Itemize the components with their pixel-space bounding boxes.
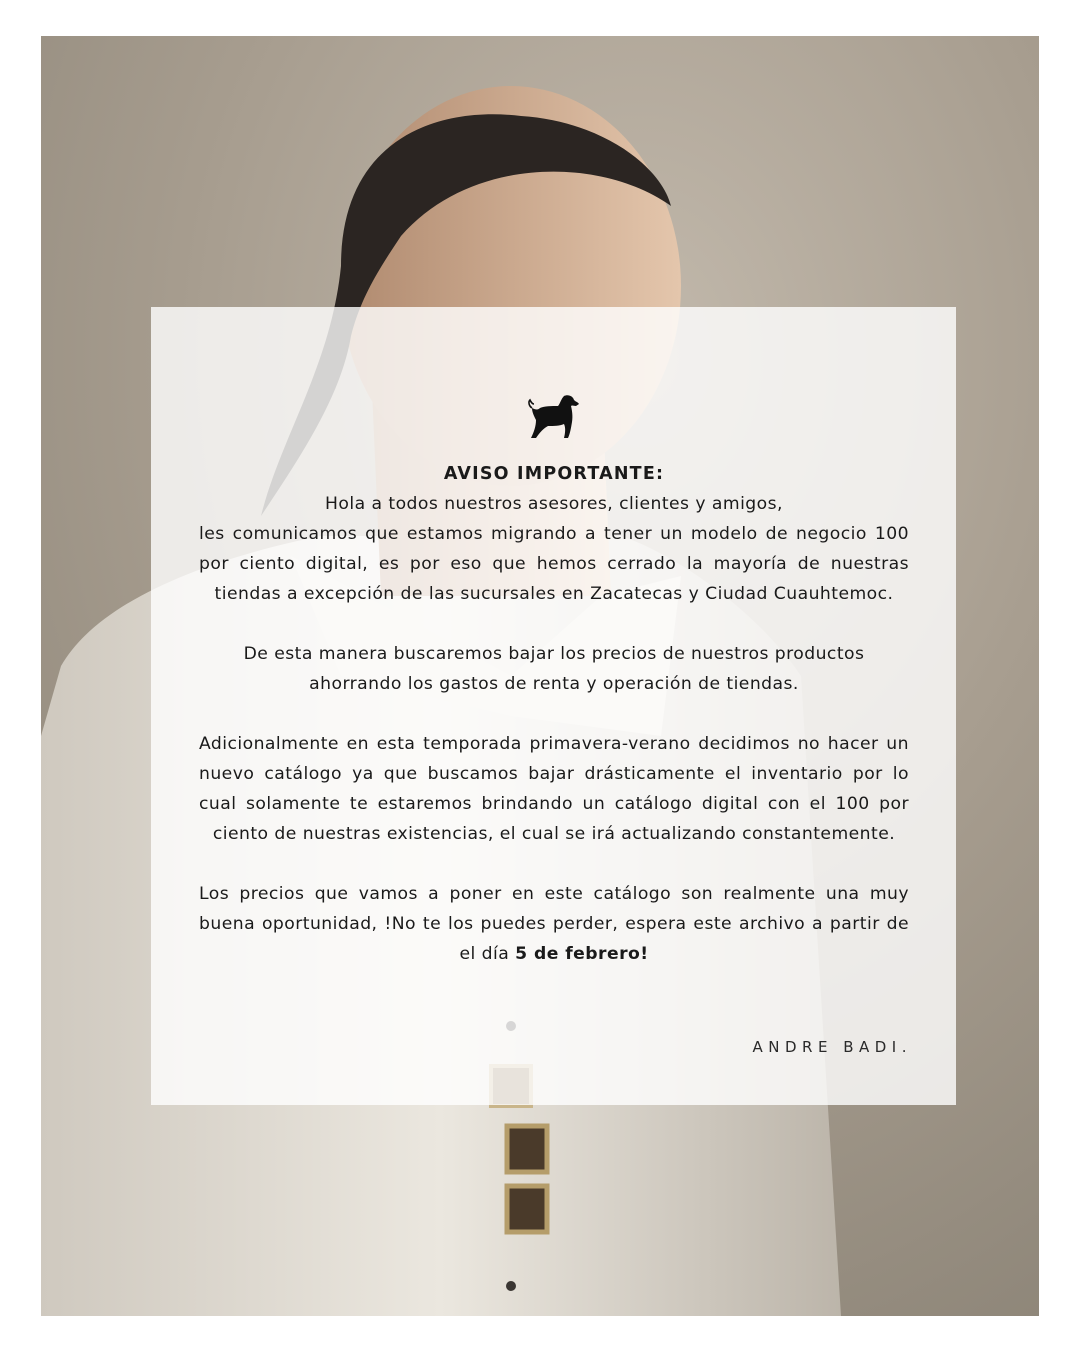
notice-content — [199, 459, 909, 969]
notice-panel — [151, 307, 956, 1105]
notice-paragraph-3: Adicionalmente en esta temporada primavera-verano decidimos no hacer un nuevo catálogo ya que buscamos bajar drásticamente el inventario por lo cual solamente te estaremos brindando un catálogo digital con el 100 por ciento de nuestras existencias, el cual se irá actualizando constantemente. — [199, 734, 909, 844]
notice-date: 5 de febrero! — [515, 944, 649, 964]
brand-logo: ANDRE BADI. — [752, 1038, 912, 1056]
notice-paragraph-1: les comunicamos que estamos migrando a tener un modelo de negocio 100 por ciento digital, es por eso que hemos cerrado la mayoría de nuestras tiendas a excepción de las sucursales en Zacatecas y Ciudad Cuauhtemoc. — [199, 524, 909, 604]
notice-paragraph-2-line-2: ahorrando los gastos de renta y operación de tiendas. — [309, 674, 799, 694]
notice-greeting: Hola a todos nuestros asesores, clientes y amigos, — [325, 494, 783, 514]
notice-paragraph-4 — [199, 879, 909, 969]
notice-paragraph-2-line-1: De esta manera buscaremos bajar los precios de nuestros productos — [243, 644, 865, 664]
notice-title: AVISO IMPORTANTE: — [443, 464, 665, 484]
notice-paragraph-4-text: Los precios que vamos a poner en este catálogo son realmente una muy buena oportunidad, !No te los puedes perder, espera este archivo a partir de el día — [199, 884, 909, 964]
afghan-hound-icon — [151, 392, 956, 440]
